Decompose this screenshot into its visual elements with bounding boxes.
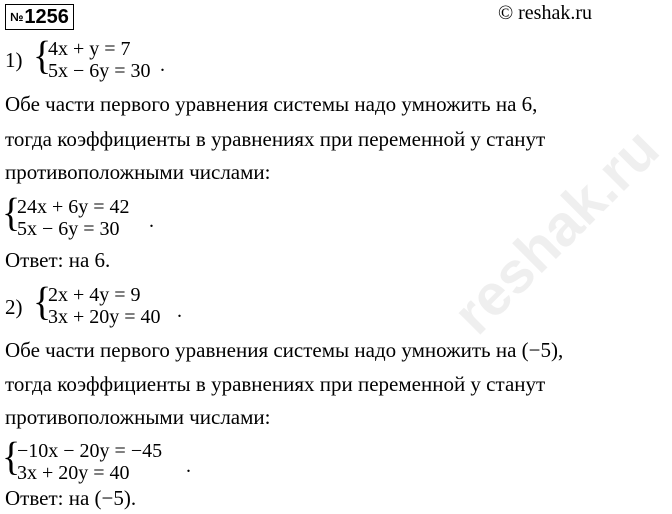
part1-text-line1: Обе части первого уравнения системы надо умножить на 6,	[5, 92, 538, 116]
part1-eq1: 4x + y = 7	[48, 38, 131, 60]
number-value: 1256	[24, 6, 69, 28]
part2-brace: {	[33, 279, 52, 324]
part1-res-dot: .	[149, 210, 154, 232]
part2-dot: .	[177, 300, 182, 322]
part2-text-line2: тогда коэффициенты в уравнениях при переменной y станут	[5, 372, 546, 396]
part2-answer: Ответ: на (−5).	[5, 486, 137, 510]
part1-brace: {	[33, 33, 52, 78]
part1-res-brace: {	[2, 190, 21, 235]
part1-res-eq1: 24x + 6y = 42	[17, 196, 130, 218]
part2-res-brace: {	[2, 434, 21, 479]
part2-label: 2)	[5, 295, 23, 319]
watermark: reshak.ru	[440, 116, 672, 347]
part2-res-eq2: 3x + 20y = 40	[17, 462, 130, 484]
part2-res-dot: .	[186, 455, 191, 477]
part1-answer: Ответ: на 6.	[5, 248, 111, 272]
part1-dot: .	[160, 54, 165, 76]
part2-text-line1: Обе части первого уравнения системы надо умножить на (−5),	[5, 338, 564, 362]
part1-text-line2: тогда коэффициенты в уравнениях при переменной y станут	[5, 127, 546, 151]
part2-res-eq1: −10x − 20y = −45	[17, 440, 163, 462]
part2-eq1: 2x + 4y = 9	[48, 284, 141, 306]
number-prefix: №	[10, 10, 24, 24]
part1-text-line3: противоположными числами:	[5, 160, 271, 184]
part2-eq2: 3x + 20y = 40	[48, 306, 161, 328]
part2-text-line3: противоположными числами:	[5, 405, 271, 429]
part1-eq2: 5x − 6y = 30	[48, 60, 151, 82]
part1-res-eq2: 5x − 6y = 30	[17, 218, 120, 240]
problem-number	[5, 4, 74, 30]
part1-label: 1)	[5, 48, 23, 72]
site-label: © reshak.ru	[497, 2, 592, 24]
